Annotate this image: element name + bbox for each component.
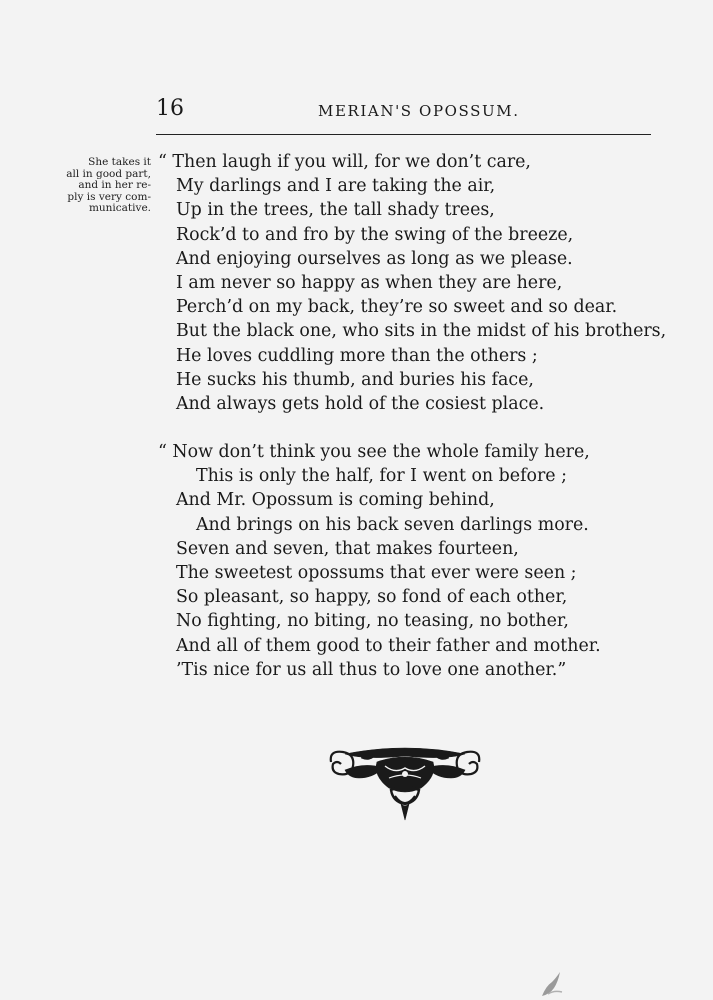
- poem-line: But the black one, who sits in the midst of his brothers,: [176, 321, 667, 342]
- poem-line: And enjoying ourselves as long as we please.: [176, 248, 573, 269]
- poem-line: And always gets hold of the cosiest place.: [176, 394, 545, 415]
- poem-line: No fighting, no biting, no teasing, no bother,: [176, 611, 569, 632]
- poem-line: ’Tis nice for us all thus to love one another.”: [176, 659, 567, 680]
- margin-note-line: municative.: [88, 202, 151, 215]
- margin-note-line: and in her re-: [78, 179, 151, 192]
- poem-line: And brings on his back seven darlings more.: [196, 514, 589, 535]
- poem-line: He sucks his thumb, and buries his face,: [176, 369, 534, 390]
- poem-line: This is only the half, for I went on before ;: [196, 466, 567, 487]
- poem-line: Up in the trees, the tall shady trees,: [176, 200, 495, 221]
- poem-line: And all of them good to their father and mother.: [176, 635, 601, 656]
- poem-line: The sweetest opossums that ever were seen ;: [176, 563, 577, 584]
- poem-line: “ Then laugh if you will, for we don’t care,: [158, 152, 531, 172]
- margin-note-line: She takes it: [88, 156, 151, 168]
- ink-smudge-icon: [536, 968, 566, 998]
- running-head: MERIAN'S OPOSSUM.: [318, 102, 520, 120]
- poem-line: My darlings and I are taking the air,: [176, 176, 496, 197]
- poem-stanza-1: [160, 150, 666, 416]
- poem-line: “ Now don’t think you see the whole family here,: [158, 442, 590, 462]
- poem-line: He loves cuddling more than the others ;: [176, 345, 538, 366]
- margin-note-line: ply is very com-: [67, 190, 151, 203]
- poem-stanza-2: [160, 440, 601, 682]
- margin-note-line: all in good part,: [66, 167, 151, 180]
- margin-note: [58, 157, 151, 215]
- header-rule: [156, 134, 651, 135]
- poem-line: I am never so happy as when they are here,: [176, 273, 563, 294]
- poem-line: And Mr. Opossum is coming behind,: [176, 490, 495, 511]
- poem-line: So pleasant, so happy, so fond of each other,: [176, 587, 568, 608]
- poem-line: Rock’d to and fro by the swing of the breeze,: [176, 224, 574, 245]
- page-number: 16: [156, 96, 184, 121]
- poem-line: Seven and seven, that makes fourteen,: [176, 538, 519, 559]
- poem-line: Perch’d on my back, they’re so sweet and so dear.: [176, 297, 618, 318]
- floral-tailpiece-icon: [325, 744, 485, 822]
